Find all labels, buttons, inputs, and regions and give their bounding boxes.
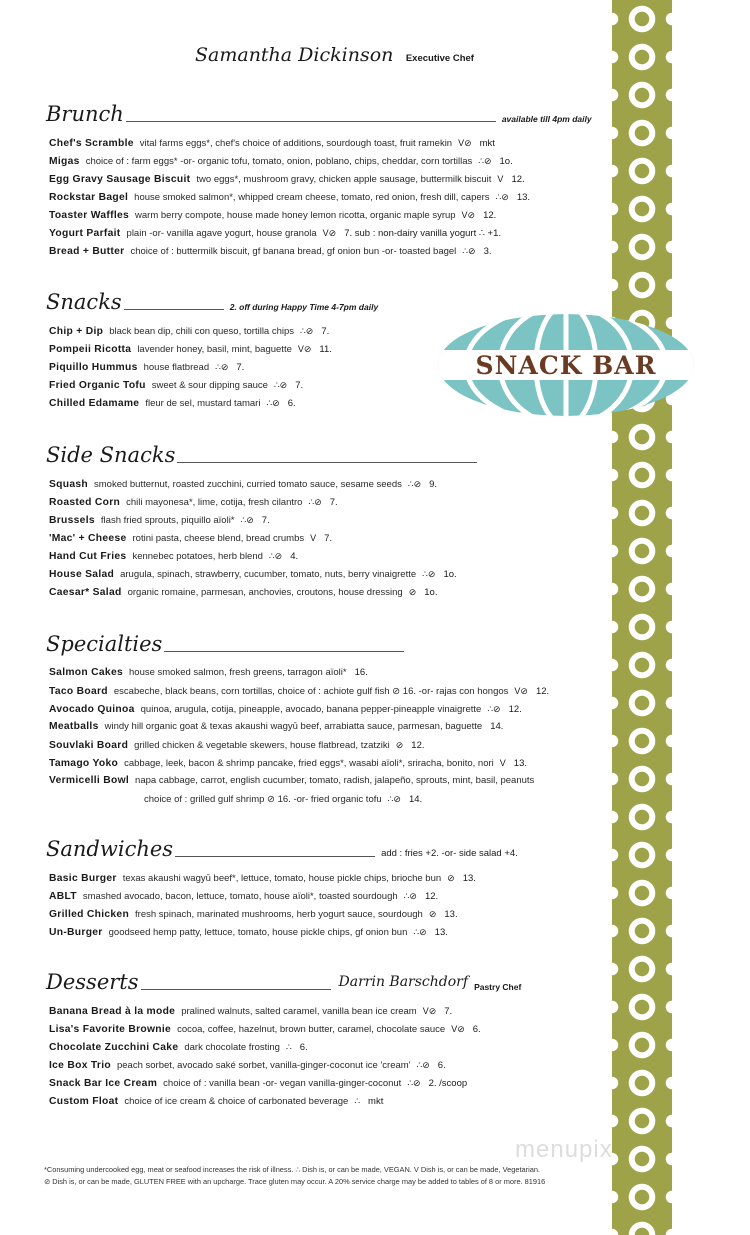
- item-price: 6.: [472, 1024, 481, 1035]
- item-description: pralined walnuts, salted caramel, vanilla bean ice cream: [181, 1006, 417, 1017]
- item-name: Custom Float: [49, 1096, 119, 1107]
- menu-item: [49, 152, 592, 170]
- dietary-icons: ∴⊘: [407, 479, 422, 489]
- menu-section-brunch: [46, 100, 592, 260]
- footer-line-1: *Consuming undercooked egg, meat or seafood increases the risk of illness. ∴ Dish is, or can be made, VEGAN. V Dish is, or can be made, Vegetarian.: [44, 1165, 541, 1174]
- dietary-icons: V⊘: [514, 686, 528, 696]
- item-name: Yogurt Parfait: [49, 228, 121, 239]
- chef-name: Samantha Dickinson: [195, 44, 394, 66]
- item-price: 12.: [508, 704, 522, 715]
- section-rule: [177, 462, 477, 463]
- menu-item: [49, 754, 549, 772]
- item-description: dark chocolate frosting: [184, 1042, 280, 1053]
- item-name: Brussels: [49, 515, 95, 526]
- dietary-icons: ∴⊘: [407, 1078, 421, 1088]
- item-name: Migas: [49, 156, 80, 167]
- item-price: 13.: [462, 873, 476, 884]
- section-title: Sandwiches: [46, 837, 174, 861]
- item-name: Piquillo Hummus: [49, 362, 138, 373]
- menu-item: [49, 736, 549, 754]
- dietary-icons: ∴⊘: [308, 497, 322, 507]
- dietary-icons: V⊘: [297, 344, 312, 354]
- dietary-icons: ∴⊘: [413, 927, 427, 937]
- dietary-icons: V⊘: [461, 210, 476, 220]
- menu-section-snacks: [46, 288, 378, 412]
- menu-item: [49, 547, 483, 565]
- item-price: 7.: [321, 326, 330, 337]
- item-name: Basic Burger: [49, 873, 117, 884]
- menu-item: [49, 700, 549, 718]
- item-description: house flatbread: [143, 362, 210, 373]
- menu-item: [49, 887, 518, 905]
- item-price: 7.: [444, 1006, 453, 1017]
- dietary-icons: ⊘: [408, 587, 417, 597]
- menu-item: [49, 869, 518, 887]
- item-price: 6.: [287, 398, 296, 409]
- item-description: cocoa, coffee, hazelnut, brown butter, caramel, chocolate sauce: [177, 1024, 446, 1035]
- item-price: 2. /scoop: [428, 1078, 468, 1089]
- footer-notes: [44, 1164, 545, 1188]
- item-name: Hand Cut Fries: [49, 551, 127, 562]
- menu-item: [49, 682, 549, 700]
- item-price: 12.: [511, 174, 525, 185]
- item-description: choice of : grilled gulf shrimp ⊘ 16. -or- fried organic tofu: [144, 794, 382, 805]
- item-price: 14.: [408, 794, 423, 805]
- item-name: Avocado Quinoa: [49, 704, 135, 715]
- menu-item: [49, 1002, 521, 1020]
- dietary-icons: ⊘: [395, 740, 404, 750]
- item-name: Ice Box Trio: [49, 1060, 111, 1071]
- item-price: 11.: [319, 344, 332, 355]
- item-description: choice of : vanilla bean -or- vegan vanilla-ginger-coconut: [163, 1078, 402, 1089]
- item-price: 6.: [299, 1042, 308, 1053]
- item-name: Caesar* Salad: [49, 587, 122, 598]
- item-description: peach sorbet, avocado saké sorbet, vanilla-ginger-coconut ice 'cream': [116, 1060, 411, 1071]
- menu-item: [49, 718, 549, 736]
- section-title: Desserts: [46, 970, 139, 994]
- item-description: escabeche, black beans, corn tortillas, choice of : achiote gulf fish ⊘ 16. -or- rajas con hongos: [113, 686, 509, 697]
- item-description: quinoa, arugula, cotija, pineapple, avocado, banana pepper-pineapple vinaigrette: [140, 704, 482, 715]
- section-rule: [126, 121, 496, 122]
- item-price: 13.: [513, 758, 527, 769]
- section-title: Snacks: [46, 290, 122, 314]
- item-description: windy hill organic goat & texas akaushi wagyū beef, arrabiatta sauce, parmesan, baguette: [104, 721, 483, 732]
- item-price: 12.: [424, 891, 439, 902]
- item-price: 7.: [324, 533, 333, 544]
- dietary-icons: ∴⊘: [462, 246, 476, 256]
- menu-item: [49, 206, 592, 224]
- item-price: 7.: [329, 497, 338, 508]
- item-price: 7.: [236, 362, 245, 373]
- menu-section-side-snacks: [46, 441, 483, 601]
- snack-bar-logo: [420, 312, 712, 418]
- menu-item: [49, 923, 518, 941]
- section-header: [46, 968, 521, 994]
- item-name: Grilled Chicken: [49, 909, 130, 920]
- dietary-icons: ⊘: [428, 909, 437, 919]
- item-name: Tamago Yoko: [49, 758, 119, 769]
- dietary-icons: ∴⊘: [215, 362, 229, 372]
- item-description: chili mayonesa*, lime, cotija, fresh cilantro: [126, 497, 303, 508]
- item-description: flash fried sprouts, piquillo aïoli*: [100, 515, 235, 526]
- item-name: Lisa's Favorite Brownie: [49, 1024, 172, 1035]
- executive-chef-credit: [195, 44, 474, 66]
- dietary-icons: V⊘: [458, 138, 472, 148]
- item-name: Banana Bread à la mode: [49, 1006, 176, 1017]
- item-description: fresh spinach, marinated mushrooms, herb yogurt sauce, sourdough: [135, 909, 423, 920]
- section-note: add : fries +2. -or- side salad +4.: [381, 848, 518, 859]
- item-price: 6.: [437, 1060, 446, 1071]
- pastry-chef-name: Darrin Barschdorf: [338, 974, 469, 990]
- item-description: plain -or- vanilla agave yogurt, house granola: [126, 228, 317, 239]
- item-name: Squash: [49, 479, 88, 490]
- item-name: Souvlaki Board: [49, 740, 129, 751]
- section-title: Side Snacks: [46, 443, 176, 467]
- item-price: 14.: [490, 721, 504, 732]
- item-price: mkt: [368, 1096, 384, 1107]
- item-price: 3.: [483, 246, 492, 257]
- dietary-icons: ∴: [354, 1096, 361, 1106]
- item-name: Chilled Edamame: [49, 398, 140, 409]
- dietary-icons: ∴: [285, 1042, 292, 1052]
- menu-item: [49, 376, 378, 394]
- item-description: choice of : farm eggs* -or- organic tofu, tomato, onion, poblano, chips, cheddar, corn tortillas: [85, 156, 473, 167]
- dietary-icons: ∴⊘: [387, 794, 401, 804]
- item-description: grilled chicken & vegetable skewers, house flatbread, tzatziki: [134, 740, 390, 751]
- item-name: Bread + Butter: [49, 246, 125, 257]
- section-rule: [124, 309, 224, 310]
- item-name: ABLT: [49, 891, 77, 902]
- item-description: kennebec potatoes, herb blend: [132, 551, 263, 562]
- menu-item: [49, 242, 592, 260]
- item-description: smashed avocado, bacon, lettuce, tomato, house aïoli*, toasted sourdough: [82, 891, 398, 902]
- item-price: 1o.: [424, 587, 438, 598]
- dietary-icons: ∴⊘: [487, 704, 501, 714]
- item-name: 'Mac' + Cheese: [49, 533, 127, 544]
- item-price: 9.: [429, 479, 438, 490]
- menu-item: [49, 1020, 521, 1038]
- menu-item: [49, 905, 518, 923]
- pastry-chef-role: Pastry Chef: [474, 982, 522, 992]
- item-description: house smoked salmon*, whipped cream cheese, tomato, red onion, fresh dill, capers: [134, 192, 490, 203]
- chef-role: Executive Chef: [405, 53, 474, 64]
- dietary-icons: V⊘: [451, 1024, 465, 1034]
- menu-item: [49, 358, 378, 376]
- dietary-icons: ∴⊘: [495, 192, 509, 202]
- dietary-icons: V: [499, 758, 506, 768]
- item-name: Fried Organic Tofu: [49, 380, 146, 391]
- item-name: House Salad: [49, 569, 115, 580]
- item-name: Chocolate Zucchini Cake: [49, 1042, 179, 1053]
- item-description: smoked butternut, roasted zucchini, curried tomato sauce, sesame seeds: [94, 479, 402, 490]
- item-price: 1o.: [443, 569, 457, 580]
- item-description: goodseed hemp patty, lettuce, tomato, house pickle chips, gf onion bun: [108, 927, 408, 938]
- section-header: [46, 441, 483, 467]
- dietary-icons: ∴⊘: [268, 551, 283, 561]
- dietary-icons: ∴⊘: [478, 156, 492, 166]
- item-price: 16.: [354, 667, 368, 678]
- section-rule: [141, 989, 331, 990]
- item-description: texas akaushi wagyū beef*, lettuce, tomato, house pickle chips, brioche bun: [122, 873, 442, 884]
- item-description: two eggs*, mushroom gravy, chicken apple sausage, buttermilk biscuit: [196, 174, 492, 185]
- item-price: 12.: [483, 210, 497, 221]
- menu-item: [49, 493, 483, 511]
- item-name: Toaster Waffles: [49, 210, 130, 221]
- dietary-icons: ∴⊘: [300, 326, 314, 336]
- dietary-icons: V: [497, 174, 504, 184]
- item-description: arugula, spinach, strawberry, cucumber, tomato, nuts, berry vinaigrette: [120, 569, 417, 580]
- section-header: [46, 100, 592, 126]
- item-price: 7.: [295, 380, 304, 391]
- section-header: [46, 288, 378, 314]
- item-description: warm berry compote, house made honey lemon ricotta, organic maple syrup: [135, 210, 456, 221]
- item-description: choice of : buttermilk biscuit, gf banana bread, gf onion bun -or- toasted bagel: [130, 246, 457, 257]
- item-description: choice of ice cream & choice of carbonated beverage: [124, 1096, 349, 1107]
- dietary-icons: ∴⊘: [403, 891, 417, 901]
- item-price: mkt: [479, 138, 495, 149]
- menu-item: [49, 529, 483, 547]
- item-description: napa cabbage, carrot, english cucumber, tomato, radish, jalapeño, sprouts, mint, basil, peanuts: [135, 775, 535, 786]
- dietary-icons: ∴⊘: [266, 398, 280, 408]
- item-description: vital farms eggs*, chef's choice of additions, sourdough toast, fruit ramekin: [139, 138, 453, 149]
- item-name: Snack Bar Ice Cream: [49, 1078, 158, 1089]
- item-price: 12.: [411, 740, 425, 751]
- dietary-icons: ∴⊘: [240, 515, 254, 525]
- item-description: lavender honey, basil, mint, baguette: [137, 344, 292, 355]
- dietary-icons: V: [310, 533, 317, 543]
- item-name: Chef's Scramble: [49, 138, 134, 149]
- logo-text: SNACK BAR: [475, 351, 657, 380]
- menu-item: [49, 790, 549, 808]
- menu-item: [49, 1092, 521, 1110]
- menu-item: [49, 394, 378, 412]
- item-price: 1o.: [499, 156, 513, 167]
- section-title: Brunch: [46, 102, 124, 126]
- menu-section-specialties: [46, 630, 549, 808]
- menu-item: [49, 134, 592, 152]
- item-price: 13.: [434, 927, 448, 938]
- item-description: cabbage, leek, bacon & shrimp pancake, fried eggs*, wasabi aïoli*, sriracha, bonito, nori: [124, 758, 494, 769]
- menu-item: [49, 565, 483, 583]
- item-description: rotini pasta, cheese blend, bread crumbs: [132, 533, 305, 544]
- item-description: organic romaine, parmesan, anchovies, croutons, house dressing: [127, 587, 403, 598]
- item-name: Salmon Cakes: [49, 667, 123, 678]
- menu-item: [49, 1038, 521, 1056]
- item-price: 13.: [444, 909, 458, 920]
- menu-item: [49, 1074, 521, 1092]
- dietary-icons: ∴⊘: [273, 380, 288, 390]
- item-name: Roasted Corn: [49, 497, 121, 508]
- dietary-icons: ∴⊘: [416, 1060, 430, 1070]
- menu-item: [49, 188, 592, 206]
- item-description: fleur de sel, mustard tamari: [145, 398, 261, 409]
- item-price: 7.: [261, 515, 270, 526]
- dietary-icons: V⊘: [422, 1006, 437, 1016]
- dietary-icons: V⊘: [322, 228, 337, 238]
- menu-section-sandwiches: [46, 835, 518, 941]
- menu-item: [49, 170, 592, 188]
- item-name: Meatballs: [49, 721, 99, 732]
- menu-item: [49, 340, 378, 358]
- item-name: Rockstar Bagel: [49, 192, 129, 203]
- menu-section-desserts: [46, 968, 521, 1110]
- dietary-icons: ⊘: [447, 873, 455, 883]
- section-header: [46, 835, 518, 861]
- item-price: 13.: [516, 192, 531, 203]
- item-name: Chip + Dip: [49, 326, 104, 337]
- item-price: 4.: [290, 551, 299, 562]
- item-description: sweet & sour dipping sauce: [151, 380, 268, 391]
- watermark: menupix: [515, 1136, 613, 1163]
- item-price: 7. sub : non-dairy vanilla yogurt ∴ +1.: [344, 228, 502, 239]
- section-rule: [175, 856, 375, 857]
- section-header: [46, 630, 549, 656]
- decorative-chain-strip: [612, 0, 672, 1235]
- footer-line-2: ⊘ Dish is, or can be made, GLUTEN FREE with an upcharge. Trace gluten may occur. A 20% service charge may be added to tables of 8 or more. 81916: [44, 1177, 546, 1186]
- section-title: Specialties: [46, 632, 163, 656]
- menu-item: [49, 511, 483, 529]
- menu-item: [49, 664, 549, 682]
- section-note: available till 4pm daily: [501, 114, 592, 124]
- menu-item: [49, 224, 592, 242]
- menu-item: [49, 583, 483, 601]
- menu-item: [49, 1056, 521, 1074]
- item-description: house smoked salmon, fresh greens, tarragon aïoli*: [129, 667, 347, 678]
- item-name: Pompeii Ricotta: [49, 344, 132, 355]
- item-description: black bean dip, chili con queso, tortilla chips: [109, 326, 295, 337]
- section-note: 2. off during Happy Time 4-7pm daily: [229, 302, 379, 312]
- item-name: Un-Burger: [49, 927, 103, 938]
- dietary-icons: ∴⊘: [422, 569, 436, 579]
- menu-item: [49, 322, 378, 340]
- section-rule: [164, 651, 404, 652]
- item-name: Egg Gravy Sausage Biscuit: [49, 174, 191, 185]
- menu-item: [49, 772, 549, 790]
- item-name: Vermicelli Bowl: [49, 775, 130, 786]
- menu-item: [49, 475, 483, 493]
- item-name: Taco Board: [49, 686, 108, 697]
- item-price: 12.: [535, 686, 550, 697]
